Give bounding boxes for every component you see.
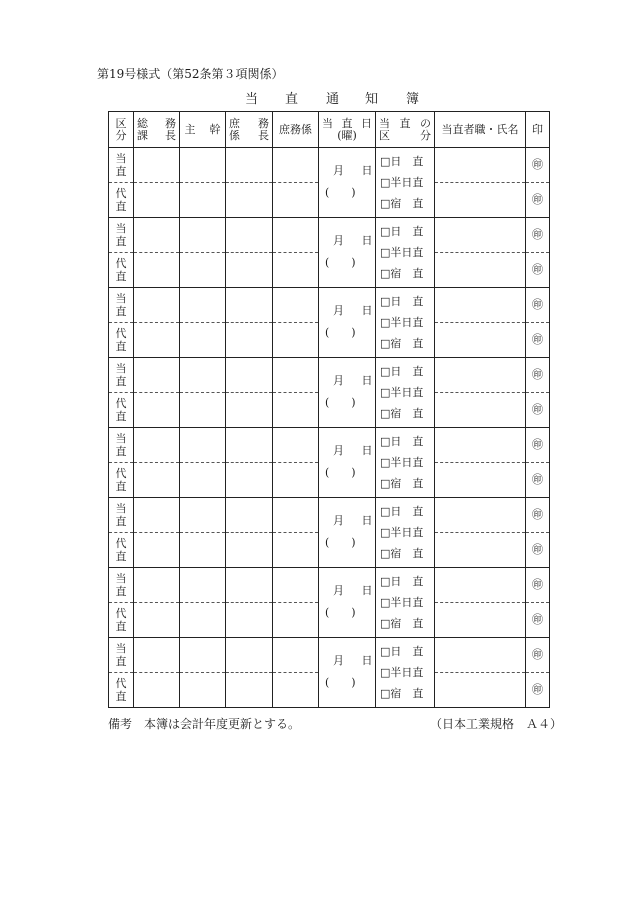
seal-cell[interactable] [526,498,550,533]
row-kind-text: 当直 [115,432,127,458]
day-label: 日 [361,374,373,387]
duty-type-option[interactable]: □日 直 [380,505,424,518]
duty-person-name-field[interactable] [435,253,526,288]
record-row-primary [109,358,550,393]
stamp-shukan[interactable] [180,498,226,533]
header-row [109,112,550,148]
header-text: 務 [258,116,269,130]
header-text: 係 [229,128,240,142]
stamp-shomu-kakaricho[interactable] [226,498,273,533]
stamp-shomu-kakaricho[interactable] [226,253,273,288]
seal-cell[interactable] [526,148,550,183]
row-kind-text: 代直 [115,607,127,633]
month-label: 月 [333,164,344,177]
header-shukan [180,112,226,148]
stamp-somu-kacho[interactable] [134,393,180,428]
duty-type-option[interactable]: □半日直 [380,386,424,399]
row-kind-label [109,253,134,288]
duty-type-option[interactable]: □半日直 [380,246,424,259]
row-kind-label [109,498,134,533]
record-row-primary [109,498,550,533]
stamp-shomugakari[interactable] [273,428,319,463]
day-label: 日 [361,514,373,527]
seal-icon: ㊞ [532,193,543,206]
duty-person-name-field[interactable] [435,428,526,463]
duty-date-field[interactable] [319,428,376,498]
seal-cell[interactable] [526,568,550,603]
duty-date-field[interactable] [319,638,376,708]
row-kind-text: 代直 [115,537,127,563]
duty-type-option[interactable]: □宿 直 [380,267,424,280]
header-text: 区 [379,128,390,142]
title-char: 通 [326,92,340,107]
header-text: 直 [341,116,353,130]
duty-type-options [376,568,435,638]
duty-type-option[interactable]: □半日直 [380,596,424,609]
month-day-label [333,655,372,667]
stamp-shomu-kakaricho[interactable] [226,428,273,463]
row-kind-label [109,393,134,428]
header-shomu-kakaricho [226,112,273,148]
stamp-somu-kacho[interactable] [134,568,180,603]
month-label: 月 [333,304,344,317]
stamp-shomu-kakaricho[interactable] [226,148,273,183]
seal-icon: ㊞ [532,298,543,311]
seal-icon: ㊞ [532,648,543,661]
header-text: (曜) [337,128,357,142]
row-kind-text: 当直 [115,502,127,528]
row-kind-text: 当直 [115,152,127,178]
duty-type-options [376,148,435,218]
duty-type-option[interactable]: □日 直 [380,575,424,588]
header-text: 分 [420,128,431,142]
header-kubun [109,112,134,148]
header-name: 当直者職・氏名 [435,112,526,148]
ledger-body [109,148,550,708]
seal-cell[interactable] [526,253,550,288]
header-text: 日 [361,116,372,130]
header-text: 課 [137,128,148,142]
month-label: 月 [333,234,344,247]
paper-spec: （日本工業規格 Ａ４） [430,717,563,731]
stamp-shukan[interactable] [180,568,226,603]
row-kind-label [109,323,134,358]
duty-type-option[interactable]: □宿 直 [380,687,424,700]
stamp-shomugakari[interactable] [273,323,319,358]
seal-cell[interactable] [526,393,550,428]
stamp-shomu-kakaricho[interactable] [226,568,273,603]
seal-cell[interactable] [526,288,550,323]
month-day-label [333,165,372,177]
seal-icon: ㊞ [532,403,543,416]
month-day-label [333,235,372,247]
stamp-shukan[interactable] [180,673,226,708]
duty-type-options [376,358,435,428]
duty-date-field[interactable] [319,218,376,288]
seal-cell[interactable] [526,463,550,498]
seal-icon: ㊞ [532,228,543,241]
header-seal: 印 [526,112,550,148]
stamp-shomugakari[interactable] [273,568,319,603]
header-text: 当 [379,116,390,130]
stamp-shomugakari[interactable] [273,673,319,708]
stamp-shukan[interactable] [180,218,226,253]
weekday-label: ( ) [325,326,356,339]
header-text: 当 [322,116,333,130]
header-text: 区 [115,116,127,130]
seal-icon: ㊞ [532,543,543,556]
header-text: 主 [184,122,196,136]
month-label: 月 [333,654,344,667]
header-text: 長 [165,128,176,142]
stamp-shukan[interactable] [180,533,226,568]
seal-icon: ㊞ [532,438,543,451]
row-kind-text: 代直 [115,677,127,703]
duty-type-options [376,638,435,708]
stamp-shomugakari[interactable] [273,218,319,253]
stamp-somu-kacho[interactable] [134,673,180,708]
record-row-primary [109,148,550,183]
stamp-shomugakari[interactable] [273,393,319,428]
duty-type-option[interactable]: □日 直 [380,645,424,658]
row-kind-text: 代直 [115,397,127,423]
stamp-shukan[interactable] [180,323,226,358]
duty-person-name-field[interactable] [435,463,526,498]
stamp-somu-kacho[interactable] [134,148,180,183]
month-day-label [333,305,372,317]
stamp-shomu-kakaricho[interactable] [226,288,273,323]
stamp-shomu-kakaricho[interactable] [226,463,273,498]
stamp-shomu-kakaricho[interactable] [226,393,273,428]
seal-cell[interactable] [526,323,550,358]
header-text: 分 [115,128,127,142]
record-row-primary [109,218,550,253]
form-number: 第19号様式（第52条第３項関係） [97,67,284,81]
row-kind-text: 代直 [115,257,127,283]
duty-type-option[interactable]: □宿 直 [380,477,424,490]
duty-person-name-field[interactable] [435,358,526,393]
stamp-shukan[interactable] [180,288,226,323]
stamp-shomugakari[interactable] [273,183,319,218]
weekday-label: ( ) [325,606,356,619]
duty-person-name-field[interactable] [435,603,526,638]
row-kind-text: 当直 [115,642,127,668]
month-label: 月 [333,444,344,457]
seal-icon: ㊞ [532,158,543,171]
row-kind-text: 代直 [115,187,127,213]
stamp-shukan[interactable] [180,603,226,638]
seal-icon: ㊞ [532,508,543,521]
duty-person-name-field[interactable] [435,323,526,358]
stamp-somu-kacho[interactable] [134,638,180,673]
duty-person-name-field[interactable] [435,638,526,673]
stamp-shomu-kakaricho[interactable] [226,358,273,393]
record-row-primary [109,428,550,463]
stamp-shomu-kakaricho[interactable] [226,183,273,218]
duty-person-name-field[interactable] [435,183,526,218]
duty-date-field[interactable] [319,288,376,358]
stamp-somu-kacho[interactable] [134,288,180,323]
stamp-shomu-kakaricho[interactable] [226,673,273,708]
header-text: 務 [165,116,176,130]
seal-icon: ㊞ [532,578,543,591]
stamp-shukan[interactable] [180,148,226,183]
stamp-shukan[interactable] [180,428,226,463]
day-label: 日 [361,234,373,247]
day-label: 日 [361,444,373,457]
stamp-shomugakari[interactable] [273,358,319,393]
title-char: 直 [285,92,299,107]
day-label: 日 [361,164,373,177]
header-somu-kacho [134,112,180,148]
duty-type-option[interactable]: □宿 直 [380,337,424,350]
stamp-shomugakari[interactable] [273,603,319,638]
stamp-shomu-kakaricho[interactable] [226,638,273,673]
row-kind-label [109,183,134,218]
seal-cell[interactable] [526,428,550,463]
duty-type-option[interactable]: □日 直 [380,365,424,378]
duty-person-name-field[interactable] [435,533,526,568]
duty-type-option[interactable]: □日 直 [380,155,424,168]
seal-cell[interactable] [526,358,550,393]
stamp-somu-kacho[interactable] [134,218,180,253]
duty-person-name-field[interactable] [435,218,526,253]
row-kind-label [109,638,134,673]
header-shomugakari: 庶務係 [273,112,319,148]
stamp-shomu-kakaricho[interactable] [226,533,273,568]
row-kind-text: 当直 [115,362,127,388]
duty-type-options [376,218,435,288]
duty-type-option[interactable]: □半日直 [380,666,424,679]
duty-type-options [376,498,435,568]
stamp-shomu-kakaricho[interactable] [226,603,273,638]
stamp-shomugakari[interactable] [273,498,319,533]
stamp-shomugakari[interactable] [273,253,319,288]
stamp-shomugakari[interactable] [273,148,319,183]
remarks-note: 備考 本簿は会計年度更新とする。 [108,717,301,731]
duty-date-field[interactable] [319,568,376,638]
row-kind-label [109,533,134,568]
seal-icon: ㊞ [532,333,543,346]
duty-person-name-field[interactable] [435,148,526,183]
stamp-shomu-kakaricho[interactable] [226,218,273,253]
stamp-shukan[interactable] [180,463,226,498]
row-kind-label [109,673,134,708]
seal-icon: ㊞ [532,683,543,696]
header-duty-date [319,112,376,148]
duty-type-options [376,428,435,498]
header-text: 長 [258,128,269,142]
title-char: 当 [245,92,259,107]
month-day-label [333,515,372,527]
record-row-primary [109,638,550,673]
stamp-somu-kacho[interactable] [134,603,180,638]
weekday-label: ( ) [325,396,356,409]
duty-ledger-table [108,111,550,708]
duty-type-options [376,288,435,358]
stamp-shukan[interactable] [180,183,226,218]
row-kind-text: 当直 [115,222,127,248]
weekday-label: ( ) [325,466,356,479]
day-label: 日 [361,304,373,317]
stamp-shomu-kakaricho[interactable] [226,323,273,358]
weekday-label: ( ) [325,676,356,689]
seal-cell[interactable] [526,603,550,638]
stamp-shukan[interactable] [180,393,226,428]
row-kind-label [109,463,134,498]
row-kind-label [109,428,134,463]
row-kind-label [109,358,134,393]
month-day-label [333,375,372,387]
row-kind-label [109,148,134,183]
stamp-somu-kacho[interactable] [134,183,180,218]
stamp-somu-kacho[interactable] [134,463,180,498]
duty-type-option[interactable]: □宿 直 [380,197,424,210]
stamp-shukan[interactable] [180,253,226,288]
header-text: 直 [399,116,411,130]
seal-icon: ㊞ [532,473,543,486]
stamp-somu-kacho[interactable] [134,253,180,288]
seal-cell[interactable] [526,533,550,568]
month-label: 月 [333,514,344,527]
seal-cell[interactable] [526,183,550,218]
header-text: 総 [137,116,148,130]
seal-icon: ㊞ [532,368,543,381]
record-row-primary [109,288,550,323]
row-kind-text: 代直 [115,327,127,353]
weekday-label: ( ) [325,186,356,199]
seal-cell[interactable] [526,673,550,708]
duty-type-option[interactable]: □宿 直 [380,617,424,630]
duty-person-name-field[interactable] [435,498,526,533]
stamp-shukan[interactable] [180,638,226,673]
seal-cell[interactable] [526,638,550,673]
duty-date-field[interactable] [319,498,376,568]
duty-person-name-field[interactable] [435,568,526,603]
seal-cell[interactable] [526,218,550,253]
duty-type-option[interactable]: □日 直 [380,225,424,238]
stamp-shomugakari[interactable] [273,533,319,568]
duty-date-field[interactable] [319,358,376,428]
stamp-shomugakari[interactable] [273,463,319,498]
duty-type-option[interactable]: □半日直 [380,526,424,539]
duty-person-name-field[interactable] [435,393,526,428]
duty-person-name-field[interactable] [435,673,526,708]
seal-icon: ㊞ [532,613,543,626]
row-kind-label [109,603,134,638]
seal-icon: ㊞ [532,263,543,276]
duty-type-option[interactable]: □半日直 [380,316,424,329]
month-day-label [333,445,372,457]
header-text: の [420,116,431,130]
weekday-label: ( ) [325,256,356,269]
duty-type-option[interactable]: □半日直 [380,456,424,469]
duty-type-option[interactable]: □半日直 [380,176,424,189]
month-day-label [333,585,372,597]
duty-type-option[interactable]: □宿 直 [380,407,424,420]
stamp-somu-kacho[interactable] [134,498,180,533]
duty-type-option[interactable]: □日 直 [380,435,424,448]
duty-person-name-field[interactable] [435,288,526,323]
row-kind-text: 当直 [115,572,127,598]
row-kind-text: 当直 [115,292,127,318]
record-row-primary [109,568,550,603]
weekday-label: ( ) [325,536,356,549]
header-duty-type [376,112,435,148]
month-label: 月 [333,374,344,387]
stamp-shomugakari[interactable] [273,288,319,323]
row-kind-label [109,568,134,603]
duty-type-option[interactable]: □日 直 [380,295,424,308]
month-label: 月 [333,584,344,597]
title-char: 知 [365,92,379,107]
stamp-somu-kacho[interactable] [134,533,180,568]
stamp-shomugakari[interactable] [273,638,319,673]
stamp-shukan[interactable] [180,358,226,393]
row-kind-label [109,288,134,323]
row-kind-label [109,218,134,253]
title-char: 簿 [406,92,420,107]
header-text: 庶 [229,116,240,130]
stamp-somu-kacho[interactable] [134,428,180,463]
row-kind-text: 代直 [115,467,127,493]
stamp-somu-kacho[interactable] [134,323,180,358]
day-label: 日 [361,584,373,597]
duty-type-option[interactable]: □宿 直 [380,547,424,560]
duty-date-field[interactable] [319,148,376,218]
stamp-somu-kacho[interactable] [134,358,180,393]
day-label: 日 [361,654,373,667]
header-text: 幹 [209,122,221,136]
